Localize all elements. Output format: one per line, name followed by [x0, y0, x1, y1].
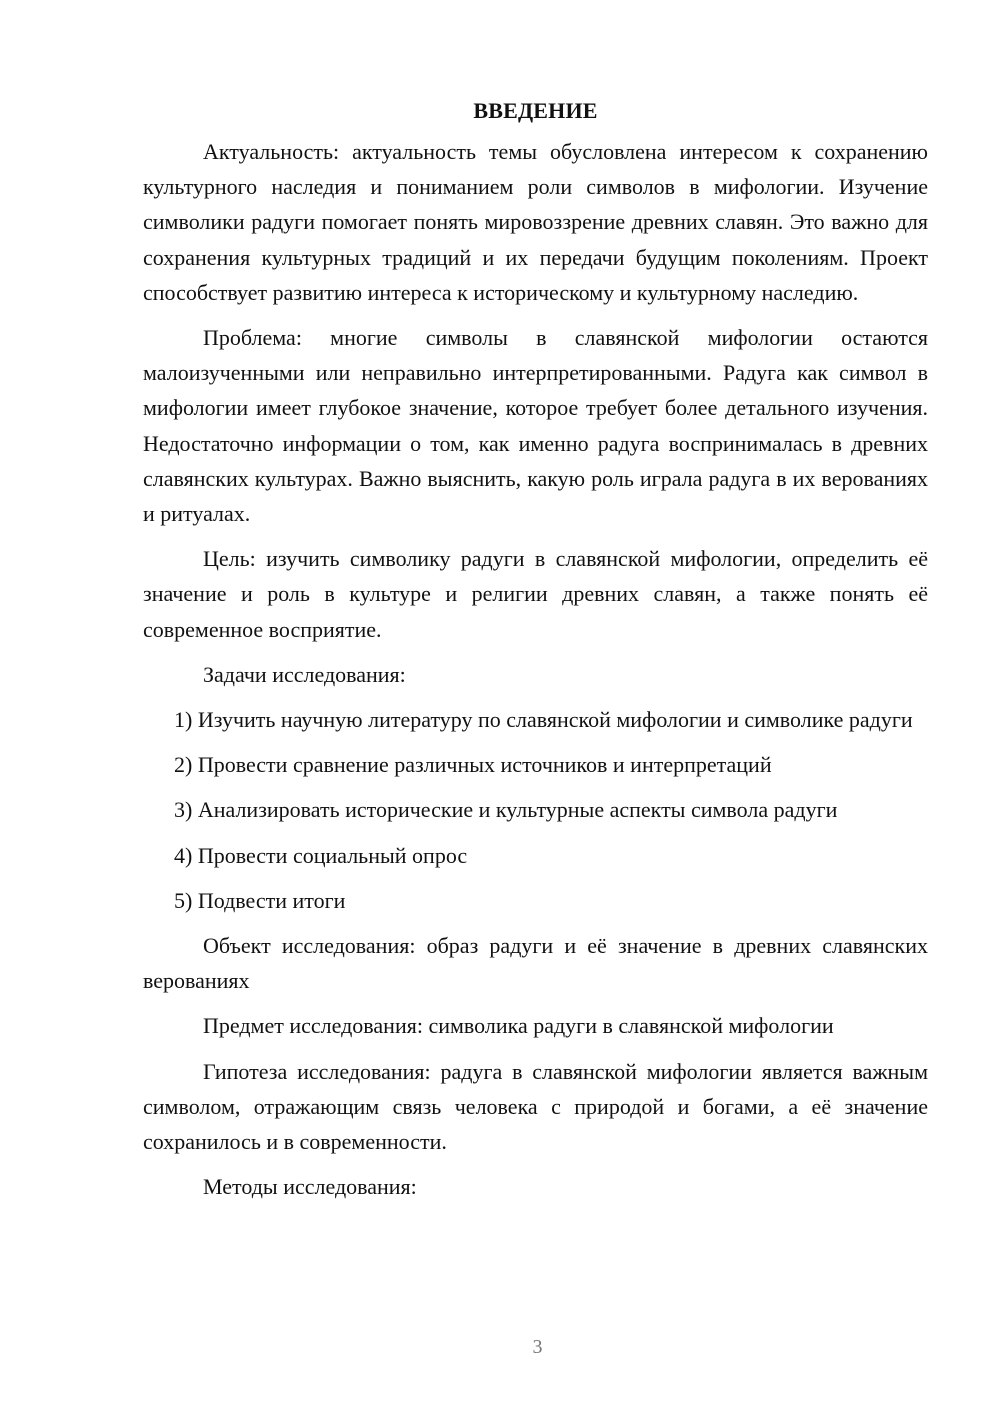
tasks-list	[143, 702, 928, 918]
methods-title: Методы исследования:	[203, 1174, 417, 1200]
paragraph-subject: Предмет исследования: символика радуги в славянской мифологии	[203, 1013, 834, 1039]
paragraph-actuality: Актуальность: актуальность темы обусловлена интересом к сохранению культурного наследия и пониманием роли символов в мифологии. Изучение символики радуги помогает понять мировоззрение древних славян. Это важно для сохранения культурных традиций и их передачи будущим поколениям. Проект способствует развитию интереса к историческому и культурному наследию.	[143, 139, 928, 305]
page-number: 3	[532, 1336, 543, 1358]
list-item: 2) Провести сравнение различных источников и интерпретаций	[174, 752, 772, 778]
tasks-title: Задачи исследования:	[203, 661, 406, 687]
list-item: 3) Анализировать исторические и культурные аспекты символа радуги	[174, 797, 838, 823]
paragraph-problem: Проблема: многие символы в славянской мифологии остаются малоизученными или неправильно интерпретированными. Радуга как символ в мифологии имеет глубокое значение, которое требует более детального изучения. Недостаточно информации о том, как именно радуга воспринималась в древних славянских культурах. Важно выяснить, какую роль играла радуга в их верованиях и ритуалах.	[143, 325, 928, 527]
list-item: 4) Провести социальный опрос	[174, 842, 468, 868]
paragraph-goal: Цель: изучить символику радуги в славянской мифологии, определить её значение и роль в культуре и религии древних славян, а также понять её современное восприятие.	[143, 546, 928, 642]
page-content	[143, 93, 928, 1214]
paragraph-object: Объект исследования: образ радуги и её значение в древних славянских верованиях	[143, 933, 928, 994]
section-heading: ВВЕДЕНИЕ	[473, 98, 598, 123]
list-item: 1) Изучить научную литературу по славянской мифологии и символике радуги	[174, 707, 913, 733]
list-item: 5) Подвести итоги	[174, 887, 346, 913]
paragraph-hypothesis: Гипотеза исследования: радуга в славянской мифологии является важным символом, отражающим связь человека с природой и богами, а её значение сохранилось и в современности.	[143, 1058, 928, 1155]
